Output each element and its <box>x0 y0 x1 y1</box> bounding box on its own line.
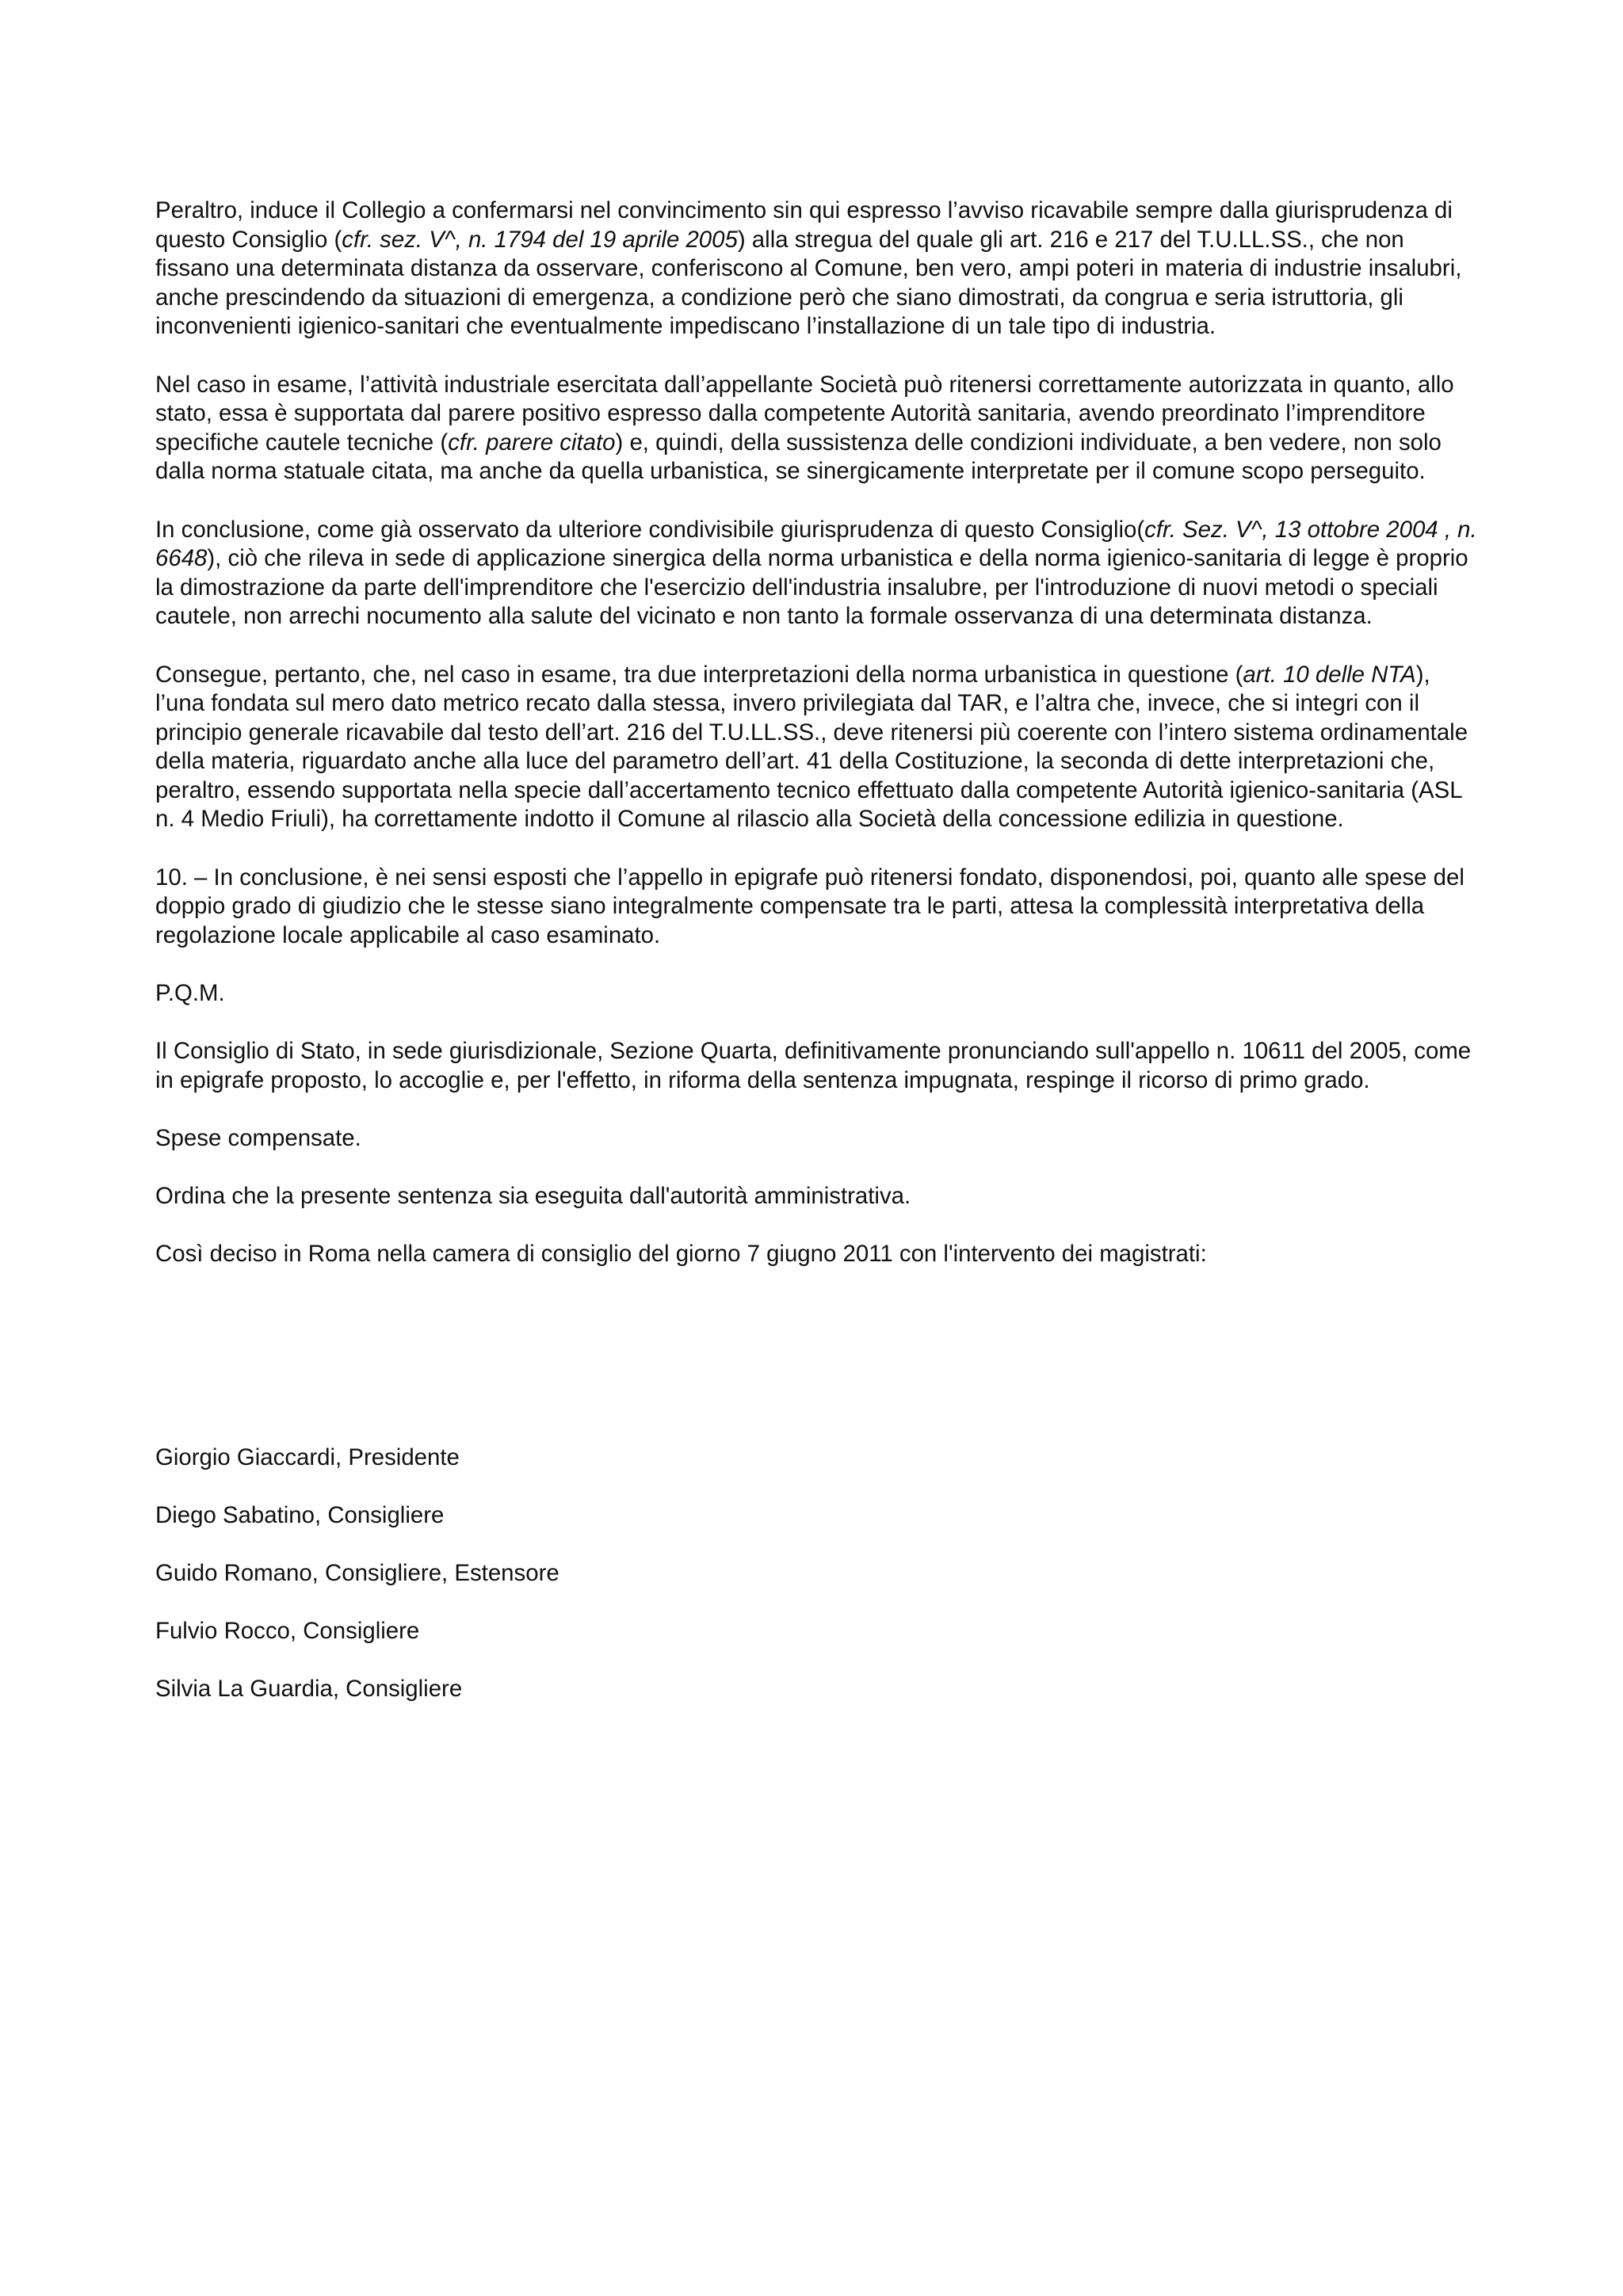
paragraph-4-text-a: Consegue, pertanto, che, nel caso in esame, tra due interpretazioni della norma urbanistica in questione ( <box>155 661 1243 688</box>
paragraph-2-text-c: ) e, quindi, della sussistenza delle condizioni individuate, a ben vedere, non solo dalla norma statuale citata, ma anche da quella urbanistica, se sinergicamente interpretate per il comune scopo perseguito. <box>155 429 1442 485</box>
paragraph-2-text-a: Nel caso in esame, l’attività industriale esercitata dall’appellante Società può ritenersi correttamente autorizzata in quanto, allo stato, essa è supportata dal parere positivo espresso dalla competente Autorità sanitaria, avendo preordinato l’imprenditore specifiche cautele tecniche ( <box>155 371 1454 456</box>
paragraph-4 <box>155 661 1480 835</box>
paragraph-deliberation: Così deciso in Roma nella camera di consiglio del giorno 7 giugno 2011 con l'intervento dei magistrati: <box>155 1241 1207 1268</box>
paragraph-3-text-c: ), ciò che rileva in sede di applicazione sinergica della norma urbanistica e della norma igienico-sanitaria di legge è proprio la dimostrazione da parte dell'imprenditore che l'esercizio dell'industria insalubre, per l'introduzione di nuovi metodi o speciali cautele, non arrechi nocumento alla salute del vicinato e non tanto la formale osservanza di una determinata distanza. <box>155 545 1468 630</box>
paragraph-5: 10. – In conclusione, è nei sensi esposti che l’appello in epigrafe può ritenersi fondato, disponendosi, poi, quanto alle spese del doppio grado di giudizio che le stesse siano integralmente compensate tra le parti, attesa la complessità interpretativa della regolazione locale applicabile al caso esaminato. <box>155 864 1465 948</box>
magistrate-3: Guido Romano, Consigliere, Estensore <box>155 1559 559 1586</box>
paragraph-3-text-a: In conclusione, come già osservato da ulteriore condivisibile giurisprudenza di questo Consiglio( <box>155 516 1145 543</box>
paragraph-3 <box>155 516 1480 631</box>
paragraph-1-citation: cfr. sez. V^, n. 1794 del 19 aprile 2005 <box>342 226 738 253</box>
paragraph-2 <box>155 371 1480 486</box>
document-page <box>155 196 1480 1733</box>
magistrate-5: Silvia La Guardia, Consigliere <box>155 1676 463 1703</box>
magistrate-4: Fulvio Rocco, Consigliere <box>155 1618 420 1645</box>
paragraph-1-text-a: Peraltro, induce il Collegio a confermarsi nel convincimento sin qui espresso l’avviso ricavabile sempre dalla giurisprudenza di questo Consiglio ( <box>155 197 1453 253</box>
paragraph-4-text-c: ), l’una fondata sul mero dato metrico recato dalla stessa, invero privilegiata dal TAR, e l’altra che, invece, che si integri con il principio generale ricavabile dal testo dell’art. 216 del T.U.LL.SS., deve ritenersi più coerente con l’intero sistema ordinamentale della materia, riguardato anche alla luce del parametro dell’art. 41 della Costituzione, la seconda di dette interpretazioni che, peraltro, essendo supportata nella specie dall’accertamento tecnico effettuato dalla competente Autorità igienico-sanitaria (ASL n. 4 Medio Friuli), ha correttamente indotto il Comune al rilascio alla Società della concessione edilizia in questione. <box>155 661 1468 833</box>
magistrate-2: Diego Sabatino, Consigliere <box>155 1501 445 1528</box>
paragraph-costs: Spese compensate. <box>155 1125 361 1151</box>
paragraph-3-citation: cfr. Sez. V^, 13 ottobre 2004 , n. 6648 <box>155 516 1477 572</box>
signature-spacer <box>155 1299 1480 1444</box>
paragraph-2-citation: cfr. parere citato <box>448 429 616 456</box>
paragraph-order: Ordina che la presente sentenza sia eseguita dall'autorità amministrativa. <box>155 1183 911 1210</box>
pqm-heading: P.Q.M. <box>155 980 225 1007</box>
magistrate-1: Giorgio Giaccardi, Presidente <box>155 1444 460 1470</box>
paragraph-4-citation: art. 10 delle NTA <box>1243 661 1416 688</box>
paragraph-1 <box>155 196 1480 341</box>
paragraph-1-text-c: ) alla stregua del quale gli art. 216 e 217 del T.U.LL.SS., che non fissano una determinata distanza da osservare, conferiscono al Comune, ben vero, ampi poteri in materia di industrie insalubri, anche prescindendo da situazioni di emergenza, a condizione però che siano dimostrati, da congrua e seria istruttoria, gli inconvenienti igienico-sanitari che eventualmente impediscano l’installazione di un tale tipo di industria. <box>155 226 1462 340</box>
paragraph-decision: Il Consiglio di Stato, in sede giurisdizionale, Sezione Quarta, definitivamente pronunciando sull'appello n. 10611 del 2005, come in epigrafe proposto, lo accoglie e, per l'effetto, in riforma della sentenza impugnata, respinge il ricorso di primo grado. <box>155 1038 1472 1093</box>
